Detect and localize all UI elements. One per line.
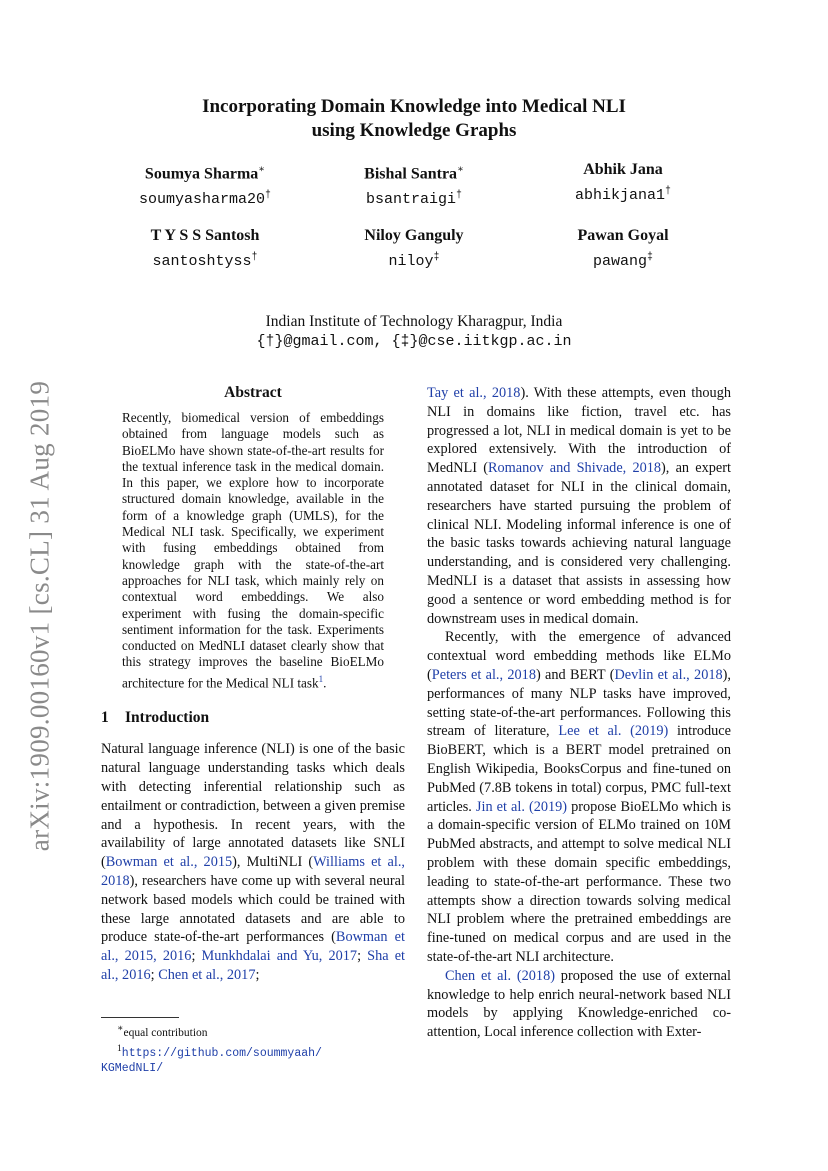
- author-email: abhikjana1†: [574, 186, 672, 204]
- footnotes: [101, 1017, 405, 1076]
- citation-link[interactable]: Chen et al. (2018): [445, 967, 555, 984]
- citation-link[interactable]: Sha et al., 2016: [101, 948, 406, 983]
- intro-paragraph-1-continued: Tay et al., 2018). With these attempts, even though NLI in domains like fiction, travel etc. has progressed a lot, NLI in medical domain is yet to be explored extensively. With the introduction of MedNLI (Romanov and Shivade, 2018), an expert annotated dataset for NLI in the clinical domain, researchers have started pursuing the problem of clinical NLI. Modeling informal inference is one of the basic tasks towards achieving natural language understanding, and is considered very challenging. MedNLI is a dataset that assists in assessing how good a sentence or word embedding method is for downstream uses in medical domain.: [427, 385, 731, 627]
- intro-paragraph-2: Recently, with the emergence of advanced contextual word embedding methods like ELMo (Peters et al., 2018) and BERT (Devlin et al., 2018), performances of many NLP tasks have improved, setting state-of-the-art performances. Following this stream of literature, Lee et al. (2019) introduce BioBERT, which is a BERT model pretrained on English Wikipedia, BooksCorpus and fine-tuned on PubMed (7.8B tokens in total) corpus, PMC full-text articles. Jin et al. (2019) propose BioELMo which is a domain-specific version of ELMo trained on 10M PubMed abstracts, and attempt to solve medical NLI problem with these domain specific embeddings, leading to state-of-the-art performance. These two attempts show a direction towards solving medical NLI problem where the pretrained embeddings are fine-tuned on medical corpus and are used in the state-of-the-art NLI architecture.: [427, 629, 731, 965]
- citation-link[interactable]: Jin et al. (2019): [475, 798, 568, 815]
- abstract-heading: Abstract: [224, 384, 282, 401]
- author-abhik-jana: [513, 160, 733, 206]
- github-link-continued[interactable]: KGMedNLI/: [101, 1061, 164, 1075]
- arxiv-sidebar: [0, 0, 64, 1171]
- section-heading-introduction: 1 Introduction: [101, 709, 210, 727]
- footnote-equal-contribution: ∗equal contribution: [117, 1023, 208, 1039]
- author-name: Abhik Jana: [583, 161, 663, 178]
- author-name: Niloy Ganguly: [364, 227, 464, 244]
- intro-paragraph-1: Natural language inference (NLI) is one of the basic natural language understanding tasks which deals with detecting inferential relationship such as entailment or contradiction, between a given premise and a hypothesis. In recent years, with the availability of large annotated datasets like SNLI (Bowman et al., 2015), MultiNLI (Williams et al., 2018), researchers have come up with several neural network based models which could be trained with these large annotated datasets and are able to produce state-of-the-art performances (Bowman et al., 2015, 2016; Munkhdalai and Yu, 2017; Sha et al., 2016; Chen et al., 2017;: [101, 741, 406, 983]
- paper-title: [0, 95, 828, 143]
- author-pawan-goyal: [513, 226, 733, 272]
- affiliation-institute: Indian Institute of Technology Kharagpur, India: [265, 313, 563, 330]
- footnote-ref-1[interactable]: 1: [318, 673, 324, 684]
- footnote-url-continued: [101, 1061, 405, 1076]
- left-column: [101, 382, 405, 985]
- author-soumya-sharma: [95, 160, 315, 210]
- author-niloy-ganguly: [304, 226, 524, 272]
- github-link[interactable]: https://github.com/soummyaah/: [121, 1046, 322, 1060]
- author-bishal-santra: [304, 160, 524, 210]
- citation-link[interactable]: Munkhdalai and Yu, 2017: [201, 948, 358, 965]
- author-name: T Y S S Santosh: [150, 227, 260, 244]
- title-line-2: using Knowledge Graphs: [311, 120, 517, 141]
- abstract-text: Recently, biomedical version of embeddings obtained from language models such as BioELMo have shown state-of-the-art results for the textual inference task in the medical domain. In this paper, we explore how to incorporate structured domain knowledge, available in the form of a knowledge graph (UMLS), for the Medical NLI task. Specifically, we experiment with fusing embeddings obtained from knowledge graph with the state-of-the-art approaches for NLI task, which mainly rely on contextual word embeddings. We also experiment with fusing the domain-specific sentiment information for the task. Experiments conducted on MedNLI dataset clearly show that this strategy improves the baseline BioELMo architecture for the Medical NLI task$^1$.: [122, 410, 384, 691]
- affiliation-email-domains: {†}@gmail.com, {‡}@cse.iitkgp.ac.in: [256, 333, 572, 350]
- footnote-url: $^1$https://github.com/soummyaah/: [117, 1042, 322, 1060]
- author-tyss-santosh: [95, 226, 315, 272]
- citation-link[interactable]: Lee et al. (2019): [558, 723, 669, 740]
- author-email: soumyasharma20†: [138, 190, 272, 209]
- author-email: bsantraigi†: [365, 190, 463, 209]
- author-email: niloy‡: [388, 252, 440, 270]
- affiliation: [0, 312, 828, 352]
- author-name: Pawan Goyal: [577, 227, 669, 244]
- citation-link[interactable]: Bowman et al., 2015: [105, 854, 233, 871]
- citation-link[interactable]: Williams et al., 2018: [101, 854, 405, 890]
- author-name: Bishal Santra∗: [364, 164, 464, 183]
- title-line-1: Incorporating Domain Knowledge into Medical NLI: [202, 96, 626, 117]
- arxiv-identifier: arXiv:1909.00160v1 [cs.CL] 31 Aug 2019: [24, 380, 55, 852]
- citation-link[interactable]: Bowman et al., 2015, 2016: [101, 929, 405, 965]
- author-name: Soumya Sharma∗: [144, 164, 266, 183]
- footnote-divider: [101, 1017, 179, 1018]
- citation-link[interactable]: Chen et al., 2017: [158, 967, 256, 983]
- citation-link[interactable]: Devlin et al., 2018: [614, 666, 723, 683]
- intro-paragraph-3: Chen et al. (2018) proposed the use of external knowledge to help enrich neural-network based NLI models by applying Knowledge-enriched co-attention, Local inference collection with Exter-: [427, 967, 731, 1041]
- author-email: pawang‡: [592, 252, 654, 270]
- right-column: [427, 384, 731, 1042]
- citation-link[interactable]: Peters et al., 2018: [431, 666, 536, 683]
- citation-link[interactable]: Romanov and Shivade, 2018: [487, 460, 662, 477]
- citation-link[interactable]: Tay et al., 2018: [427, 385, 521, 401]
- author-email: santoshtyss†: [152, 252, 258, 270]
